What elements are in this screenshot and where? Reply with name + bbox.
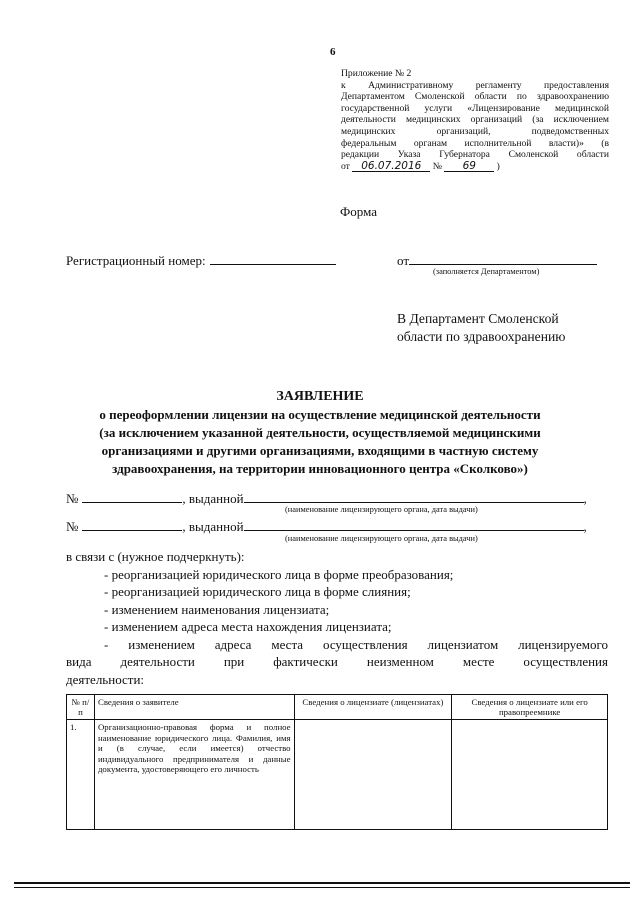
table-row [67, 720, 608, 830]
title-line: здравоохранения, на территории инновационного центра «Сколково») [112, 461, 528, 476]
registration-label: Регистрационный номер: [66, 253, 206, 268]
statement-title [60, 388, 580, 478]
license-number-field[interactable] [82, 490, 182, 503]
appendix-line: деятельности медицинских организаций (за исключением [341, 114, 609, 126]
license-note-1: (наименование лицензирующего органа, дата выдачи) [285, 505, 478, 514]
reason-item: - реорганизацией юридического лица в форме преобразования; [104, 566, 454, 582]
table-header: Сведения о лицензиате (лицензиатах) [294, 695, 452, 720]
appendix-block [341, 68, 609, 172]
form-label: Форма [340, 204, 377, 219]
reason-item: - изменением адреса места нахождения лицензиата; [104, 619, 392, 634]
comma: , [583, 491, 587, 506]
table-header: Сведения о лицензиате или его правопреемнике [452, 695, 608, 720]
registration-date-field[interactable] [409, 252, 597, 265]
license-row-2 [66, 518, 606, 535]
reasons-intro: в связи с (нужное подчеркнуть): [66, 549, 245, 564]
title-line: (за исключением указанной деятельности, осуществляемой медицинскими [99, 425, 541, 440]
handwritten-date: 06.07.2016 [352, 161, 430, 172]
closing-paren: ) [496, 160, 500, 172]
title-line: о переоформлении лицензии на осуществление медицинской деятельности [99, 407, 541, 422]
license-number-field[interactable] [82, 518, 182, 531]
row-description: Организационно-правовая форма и полное наименование юридического лица. Фамилия, имя и (в случае, если имеется) отчество индивидуального предпринимателя и данные документа, удостоверяющего его личность [94, 720, 294, 830]
page-bottom-rule [14, 887, 630, 888]
reasons-block [66, 548, 608, 688]
issuing-authority-field[interactable] [244, 518, 584, 531]
page-number: 6 [330, 46, 336, 58]
title-line: организациями и другими организациями, входящими в частную систему [101, 443, 539, 458]
ot-label: от [341, 160, 350, 172]
registration-number-field[interactable] [210, 252, 336, 265]
licensee-cell[interactable] [294, 720, 452, 830]
issued-label: , выданной [182, 491, 244, 506]
appendix-line: федеральным органам исполнительной власти)» (в [341, 137, 609, 149]
issuing-authority-field[interactable] [244, 490, 584, 503]
addressee-line: области по здравоохранению [397, 329, 566, 344]
appendix-line: Приложение № 2 [341, 68, 412, 79]
reason-item: - изменением наименования лицензиата; [104, 601, 330, 617]
addressee-line: В Департамент Смоленской [397, 311, 559, 326]
reason-item-cont: вида деятельности при фактически неизменном месте осуществления [66, 654, 608, 669]
registration-row [66, 252, 336, 269]
appendix-line: Департаментом Смоленской области по здравоохранению [341, 91, 609, 103]
number-sign: № [66, 491, 79, 506]
row-number: 1. [67, 720, 95, 830]
page-bottom-rule [14, 882, 630, 884]
appendix-line: к Административному регламенту предоставления [341, 79, 609, 91]
issued-label: , выданной [182, 519, 244, 534]
table-header: № п/п [67, 695, 95, 720]
registration-note: (заполняется Департаментом) [433, 267, 540, 276]
table-header-row [67, 695, 608, 720]
appendix-line: редакции Указа Губернатора Смоленской области [341, 149, 609, 161]
number-sign: № [432, 160, 442, 172]
license-note-2: (наименование лицензирующего органа, дата выдачи) [285, 534, 478, 543]
handwritten-number: 69 [444, 161, 494, 172]
reason-item: - реорганизацией юридического лица в форме слияния; [104, 584, 411, 599]
number-sign: № [66, 519, 79, 534]
applicant-info-table [66, 694, 608, 830]
registration-ot-label: от [397, 253, 410, 268]
reason-item-cont: деятельности: [66, 671, 145, 687]
successor-cell[interactable] [452, 720, 608, 830]
comma: , [583, 519, 587, 534]
addressee-block [397, 310, 565, 346]
reason-item: - изменением адреса места осуществления лицензиатом лицензируемого [104, 636, 608, 652]
appendix-date-line [341, 161, 609, 173]
table-header: Сведения о заявителе [94, 695, 294, 720]
title-main: ЗАЯВЛЕНИЕ [276, 389, 364, 404]
appendix-line: медицинских организаций, подведомственных [341, 125, 609, 137]
appendix-line: государственной услуги «Лицензирование медицинской [341, 102, 609, 114]
